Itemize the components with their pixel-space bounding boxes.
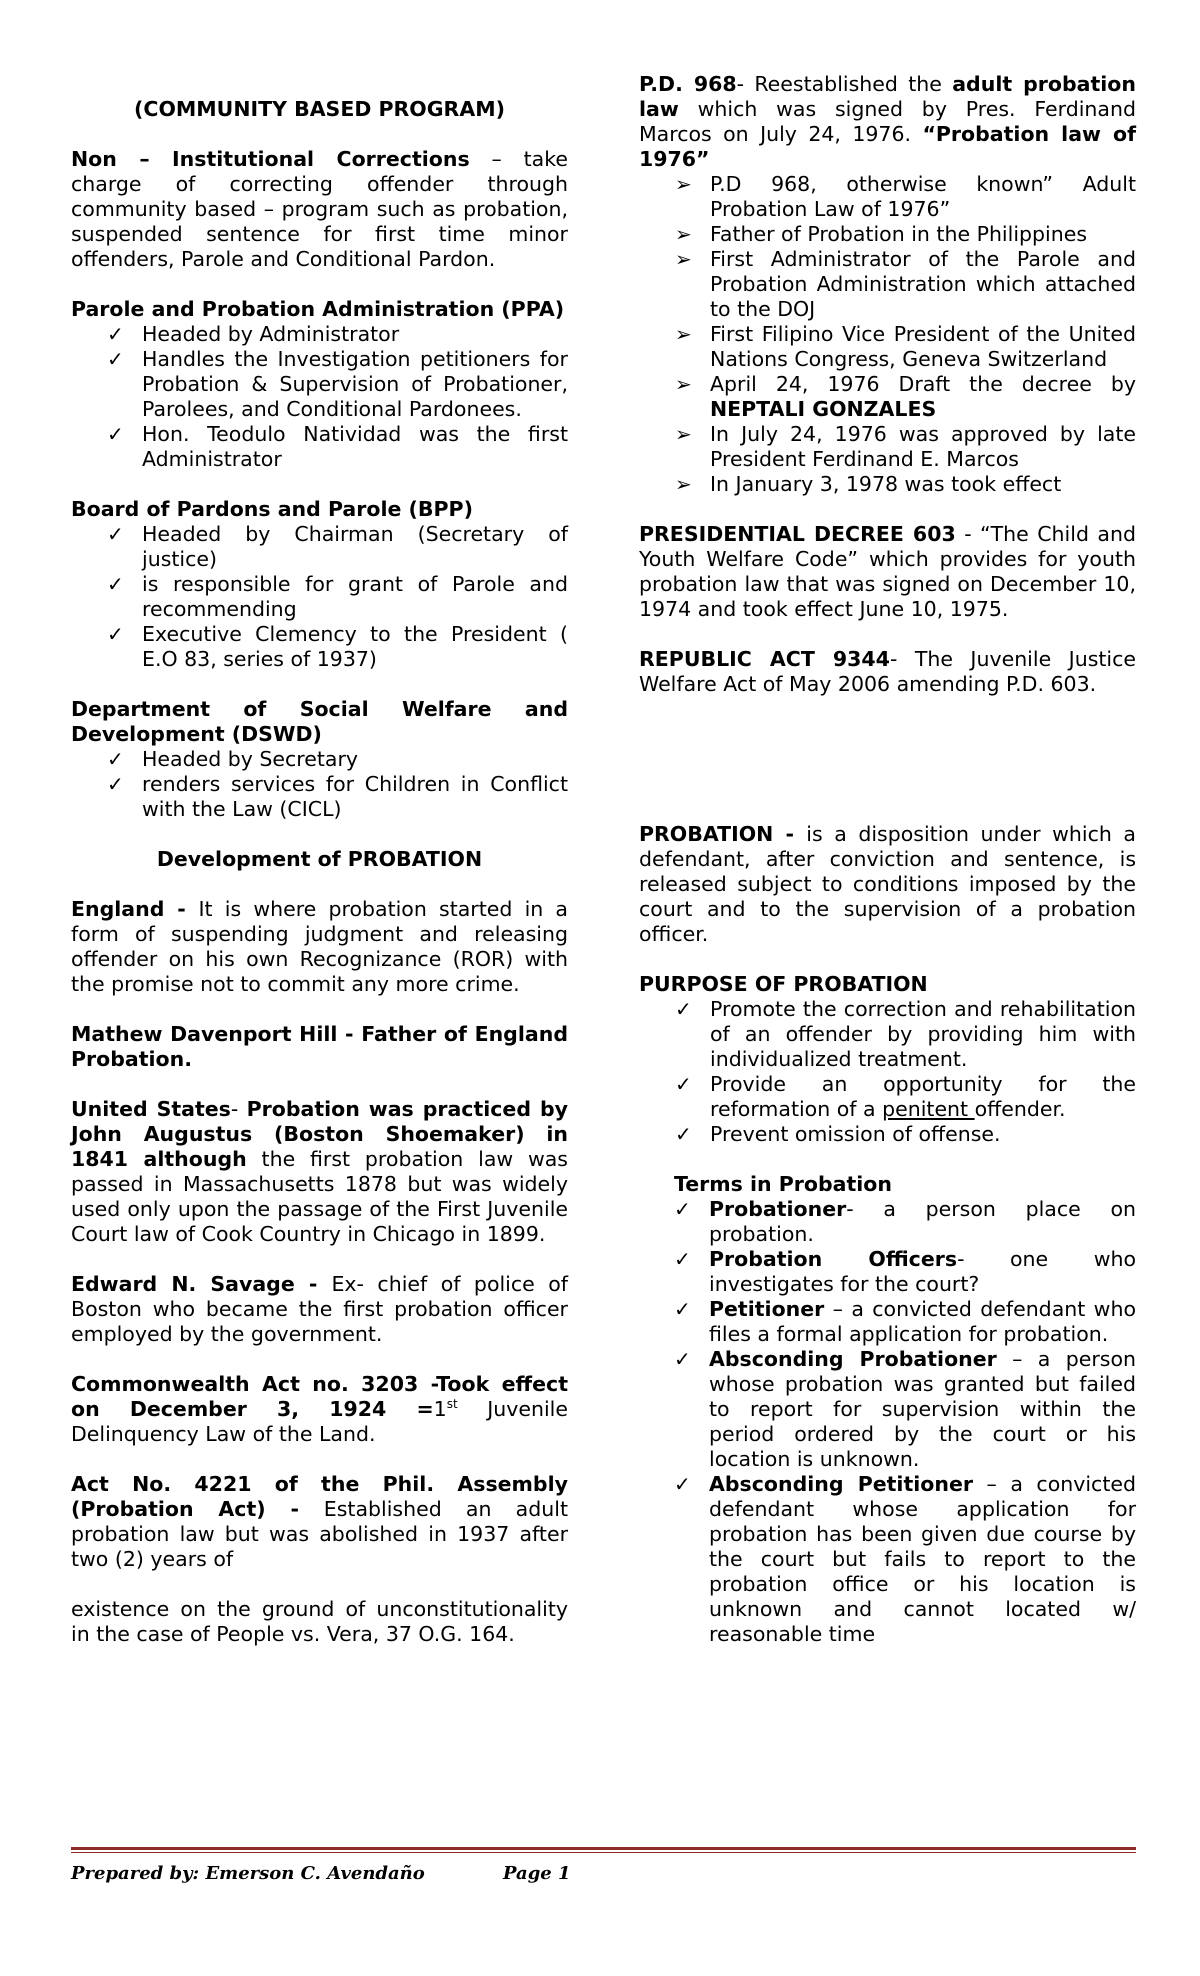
list-item: ✓ Petitioner – a convicted defendant who files a formal application for probation. [674, 1297, 1136, 1346]
pd968-paragraph: P.D. 968- Reestablished the adult probation law which was signed by Pres. Ferdinand Marcos on July 24, 1976. “Probation law of 1976” [639, 72, 1136, 171]
probation-definition: PROBATION - is a disposition under which a defendant, after conviction and sentence, is released subject to conditions imposed by the court and to the supervision of a probation officer. [639, 822, 1136, 946]
dswd-title: Department of Social Welfare and Development (DSWD) [71, 697, 568, 746]
dswd-list [71, 747, 568, 822]
arrowhead-bullet-icon: ➢ [675, 222, 692, 246]
nic-paragraph: Non – Institutional Corrections – take charge of correcting offender through community based – program such as probation, suspended sentence for first time minor offenders, Parole and Conditional Pardon. [71, 147, 568, 271]
savage-paragraph: Edward N. Savage - Ex- chief of police of Boston who became the first probation officer employed by the government. [71, 1272, 569, 1346]
list-item: ➢ First Administrator of the Parole and Probation Administration which attached to the DOJ [675, 247, 1136, 321]
list-item: ✓ Absconding Petitioner – a convicted defendant whose application for probation has been given due course by the court but fails to report to the probation office or his location is unknown and cannot located w/ reasonable time [674, 1472, 1136, 1646]
hill-paragraph: Mathew Davenport Hill - Father of England Probation. [71, 1022, 568, 1071]
bpp-title: Board of Pardons and Parole (BPP) [71, 497, 473, 521]
check-mark-icon: ✓ [107, 772, 124, 796]
pd968-list [639, 172, 1136, 497]
list-item: ✓ Promote the correction and rehabilitation of an offender by providing him with individualized treatment. [675, 997, 1136, 1071]
check-mark-icon: ✓ [674, 1297, 691, 1321]
footer-prepared-by: Prepared by: Emerson C. Avendaño [71, 1863, 425, 1884]
list-item: ➢ In January 3, 1978 was took effect [675, 472, 1062, 496]
arrowhead-bullet-icon: ➢ [675, 472, 692, 496]
check-mark-icon: ✓ [675, 1122, 692, 1146]
development-heading: Development of PROBATION [156, 847, 483, 871]
ppa-list [71, 322, 568, 472]
arrowhead-bullet-icon: ➢ [675, 322, 692, 346]
section-heading: (COMMUNITY BASED PROGRAM) [134, 97, 505, 121]
list-item: ✓ Handles the Investigation petitioners for Probation & Supervision of Probationer, Parolees, and Conditional Pardonees. [107, 347, 568, 421]
footer-rule-thin [71, 1852, 1136, 1853]
check-mark-icon: ✓ [107, 622, 124, 646]
terms-list [674, 1197, 1136, 1647]
footer-rule [71, 1847, 1136, 1850]
list-item: ✓ Prevent omission of offense. [675, 1122, 1001, 1146]
check-mark-icon: ✓ [674, 1347, 691, 1371]
list-item: ✓ is responsible for grant of Parole and recommending [107, 572, 568, 621]
list-item: ➢ First Filipino Vice President of the United Nations Congress, Geneva Switzerland [675, 322, 1136, 371]
list-item: ➢ P.D 968, otherwise known” Adult Probation Law of 1976” [675, 172, 1136, 221]
ppa-title: Parole and Probation Administration (PPA) [71, 297, 565, 321]
check-mark-icon: ✓ [107, 747, 124, 771]
purpose-title: PURPOSE OF PROBATION [639, 972, 928, 996]
footer-page-number: Page 1 [503, 1863, 571, 1884]
arrowhead-bullet-icon: ➢ [675, 372, 692, 396]
us-paragraph: United States- Probation was practiced by John Augustus (Boston Shoemaker) in 1841 although the first probation law was passed in Massachusetts 1878 but was widely used only upon the passage of the First Juvenile Court law of Cook Country in Chicago in 1899. [71, 1097, 568, 1246]
arrowhead-bullet-icon: ➢ [675, 172, 692, 196]
check-mark-icon: ✓ [675, 1072, 692, 1096]
list-item: ✓ Hon. Teodulo Natividad was the first Administrator [107, 422, 568, 471]
arrowhead-bullet-icon: ➢ [675, 422, 692, 446]
list-item: ✓ Executive Clemency to the President ( E.O 83, series of 1937) [107, 622, 568, 671]
list-item: ✓ Absconding Probationer – a person whose probation was granted but failed to report for supervision within the period ordered by the court or his location is unknown. [674, 1347, 1136, 1471]
list-item: ✓ Headed by Administrator [107, 322, 400, 346]
check-mark-icon: ✓ [107, 422, 124, 446]
check-mark-icon: ✓ [674, 1197, 691, 1221]
terms-title: Terms in Probation [674, 1172, 892, 1196]
purpose-list [639, 997, 1136, 1147]
check-mark-icon: ✓ [674, 1472, 691, 1496]
list-item: ✓ Headed by Secretary [107, 747, 359, 771]
check-mark-icon: ✓ [675, 997, 692, 1021]
right-column [639, 72, 1136, 1647]
england-paragraph: England - It is where probation started in a form of suspending judgment and releasing offender on his own Recognizance (ROR) with the promise not to commit any more crime. [71, 897, 568, 996]
terms-section [639, 1172, 1136, 1647]
check-mark-icon: ✓ [107, 522, 124, 546]
list-item: ➢ In July 24, 1976 was approved by late President Ferdinand E. Marcos [675, 422, 1136, 471]
arrowhead-bullet-icon: ➢ [675, 247, 692, 271]
existence-paragraph: existence on the ground of unconstitutionality in the case of People vs. Vera, 37 O.G. 164. [71, 1597, 568, 1646]
commonwealth-act-paragraph: Commonwealth Act no. 3203 -Took effect on December 3, 1924 =1st Juvenile Delinquency Law of the Land. [71, 1372, 568, 1446]
list-item: ✓ Probation Officers- one who investigates for the court? [674, 1247, 1136, 1296]
check-mark-icon: ✓ [107, 347, 124, 371]
bpp-list [71, 522, 568, 672]
left-column [71, 72, 568, 1647]
list-item: ✓ renders services for Children in Conflict with the Law (CICL) [107, 772, 568, 821]
check-mark-icon: ✓ [674, 1247, 691, 1271]
pd603-paragraph: PRESIDENTIAL DECREE 603 - “The Child and Youth Welfare Code” which provides for youth probation law that was signed on December 10, 1974 and took effect June 10, 1975. [639, 522, 1136, 621]
list-item: ➢ April 24, 1976 Draft the decree by NEPTALI GONZALES [675, 372, 1136, 421]
list-item: ✓ Probationer- a person place on probation. [674, 1197, 1136, 1246]
list-item: ✓ Provide an opportunity for the reformation of a penitent offender. [675, 1072, 1136, 1121]
check-mark-icon: ✓ [107, 572, 124, 596]
list-item: ➢ Father of Probation in the Philippines [675, 222, 1088, 246]
check-mark-icon: ✓ [107, 322, 124, 346]
act-4221-paragraph: Act No. 4221 of the Phil. Assembly (Probation Act) - Established an adult probation law but was abolished in 1937 after two (2) years of [71, 1472, 568, 1571]
list-item: ✓ Headed by Chairman (Secretary of justice) [107, 522, 568, 571]
ra9344-paragraph: REPUBLIC ACT 9344- The Juvenile Justice Welfare Act of May 2006 amending P.D. 603. [639, 647, 1136, 696]
